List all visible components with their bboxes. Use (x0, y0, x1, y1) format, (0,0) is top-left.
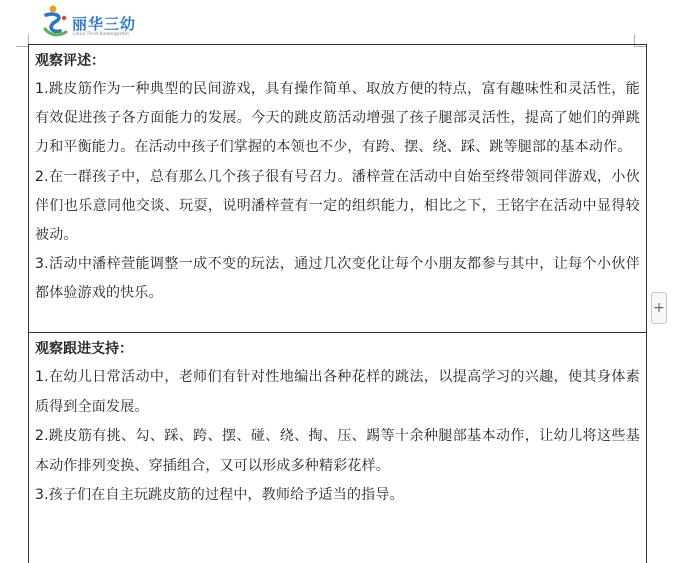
plus-icon: + (653, 300, 665, 316)
paragraph: 1.跳皮筋作为一种典型的民间游戏，具有操作简单、取放方便的特点，富有趣味性和灵活性，能有效促进孩子各方面能力的发展。今天的跳皮筋活动增强了孩子腿部灵活性，提高了她们的弹跳力和平衡能力。在活动中孩子们掌握的本领也不少，有跨、摆、绕、踩、跳等腿部的基本动作。 (35, 81, 640, 156)
paragraph: 3.活动中潘梓萱能调整一成不变的玩法，通过几次变化让每个小朋友都参与其中，让每个小伙伴都体验游戏的快乐。 (35, 256, 640, 302)
paragraph: 2.在一群孩子中，总有那么几个孩子很有号召力。潘梓萱在活动中自始至终带领同伴游戏，小伙伴们也乐意同他交谈、玩耍，说明潘梓萱有一定的组织能力，相比之下，王铭宇在活动中显得较被动。 (35, 168, 640, 244)
observation-review-section (29, 45, 646, 333)
paragraph: 2.跳皮筋有挑、勾、踩、跨、摆、碰、绕、掏、压、踢等十余种腿部基本动作，让幼儿将这些基本动作排列变换、穿插组合，又可以形成多种精彩花样。 (35, 428, 640, 474)
observation-table (28, 44, 647, 563)
section-heading: 观察评述： (35, 53, 105, 69)
header-logo (42, 5, 142, 39)
paragraph: 1.在幼儿日常活动中，老师们有针对性地编出各种花样的跳法，以提高学习的兴趣，使其身体素质得到全面发展。 (35, 369, 640, 415)
follow-up-support-section (29, 333, 646, 563)
section-heading: 观察跟进支持： (35, 341, 133, 357)
add-row-button[interactable] (651, 292, 667, 324)
logo-title: 丽华三幼 (72, 15, 137, 33)
logo-subtitle: Lihua Third Kindergarten (73, 32, 129, 37)
kindergarten-logo-icon (42, 5, 72, 39)
paragraph: 3.孩子们在自主玩跳皮筋的过程中，教师给予适当的指导。 (35, 487, 404, 504)
